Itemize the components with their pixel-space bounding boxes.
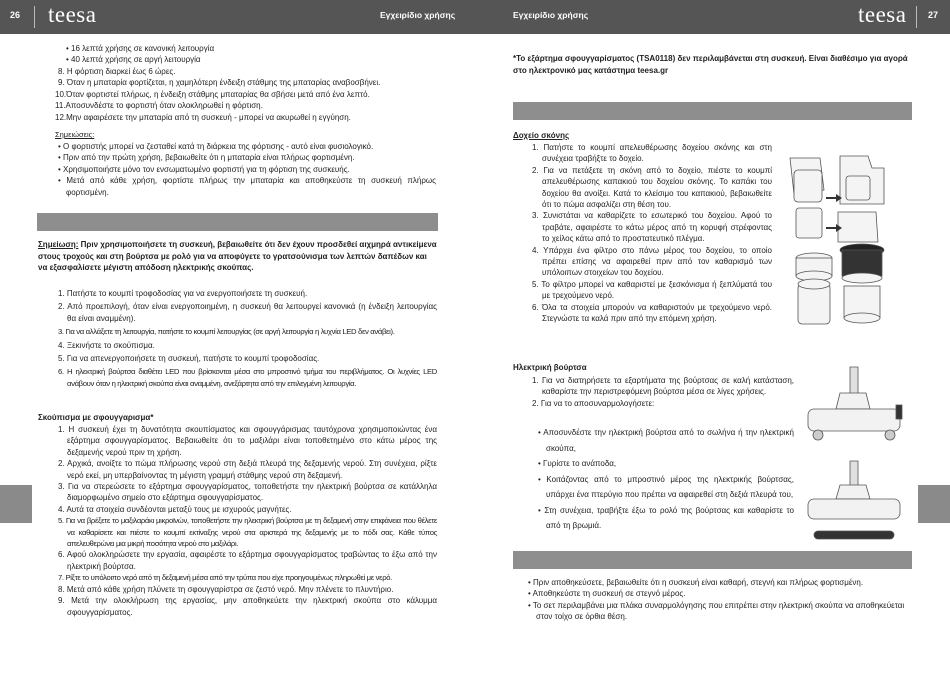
notes-list (58, 141, 436, 198)
list-item: • Το σετ περιλαμβάνει μια πλάκα συναρμολόγησης που επιτρέπει στην ηλεκτρική σκούπα να αποθηκεύεται στον τοίχο σε όρθια θέση. (528, 600, 905, 622)
teesa-logo: teesa (48, 2, 97, 27)
list-item: 5. Το φίλτρο μπορεί να καθαριστεί με ξεσκόνισμα ή ξεπλύματά του με τρεχούμενο νερό. (532, 279, 772, 301)
electric-brush-illustration (800, 365, 910, 545)
header-title-right: Εγχειρίδιο χρήσης (513, 10, 589, 20)
header-divider (916, 6, 917, 28)
list-item: • 40 λεπτά χρήσης σε αργή λειτουργία (66, 55, 201, 65)
list-item: 1. Για να διατηρήσετε τα εξαρτήματα της βούρτσας σε καλή κατάσταση, καθαρίστε την περιστρεφόμενη βούρτσα μέσα σε λίγες χρήσεις. (532, 376, 794, 397)
page-number-right: 27 (927, 10, 938, 20)
dust-title: Δοχείο σκόνης (513, 131, 570, 140)
runtime-list (66, 43, 446, 66)
section-bar (37, 213, 438, 231)
list-item: 9. Μετά την ολοκλήρωση της εργασίας, μην αποθηκεύετε την ηλεκτρική σκούπα στο κάλυμμα σφουγγαρίσματος. (58, 596, 437, 617)
list-item: • Πριν αποθηκεύσετε, βεβαιωθείτε ότι η συσκευή είναι καθαρή, στεγνή και πλήρως φορτισμένη. (528, 578, 864, 587)
list-item: 7. Ρίξτε το υπόλοιπο νερό από τη δεξαμενή μέσα από την τρύπα που είχε προηγουμένως πληρωθεί με νερό. (58, 573, 392, 583)
list-item: • Στη συνέχεια, τραβήξτε έξω το ρολό της βούρτσας και καθαρίστε το από τη βρωμιά. (538, 505, 794, 530)
list-item: 4. Υπάρχει ένα φίλτρο στο πάνω μέρος του δοχείου, το οποίο πρέπει επίσης να αφαιρεθεί πριν από τον καθαρισμό των υπόλοιπων στοιχείων του δοχείου. (532, 245, 772, 278)
list-item: 1. Η συσκευή έχει τη δυνατότητα σκουπίσματος και σφουγγάρισμας ταυτόχρονα χρησιμοποιώντας ένα εξάρτημα σφουγγαρίσματος. Βεβαιωθείτε ότι το μαξιλάρι είναι τοποθετημένο στο κάτω μέρος της δεξαμενής νερού πριν τη χρήση. (58, 425, 437, 457)
list-item: 5. Για να βρέξετε το μαξιλαράκι μικροϊνών, τοποθετήστε την ηλεκτρική βούρτσα με τη δεξαμενή στην επιφάνεια που θέλετε να καθαρίσετε και πιέστε το κουμπί εκτίναξης νερού στα αριστερά της δεξαμενής με το πόδι σας. Κάθε τύπος απελευθερώνει μια μικρή ποσότητα νερού στο μαξιλάρι. (58, 516, 437, 549)
list-item: 10.Όταν φορτιστεί πλήρως, η ένδειξη στάθμης μπαταρίας θα σβήσει μετά από ένα λεπτό. (55, 89, 370, 99)
list-item: 4. Ξεκινήστε το σκούπισμα. (58, 340, 155, 350)
notes-title: Σημειώσεις: (55, 130, 95, 139)
dust-container-illustration (780, 150, 900, 350)
list-item: 3. Για να στερεώσετε το εξάρτημα σφουγγαρίσματος, τοποθετήστε την ηλεκτρική βούρτσα σε κατάλληλα διαμορφωμένο σημείο στο εξάρτημα σφουγγαρίσματος. (58, 482, 437, 503)
list-item: 2. Από προεπιλογή, όταν είναι ενεργοποιημένη, η συσκευή θα λειτουργεί κανονικά (η ένδειξη λειτουργίας θα είναι αναμμένη). (58, 302, 437, 323)
list-item: • Αποθηκεύστε τη συσκευή σε στεγνό μέρος. (528, 589, 686, 599)
list-item: 9. Όταν η μπαταρία φορτίζεται, η χαμηλότερη ένδειξη στάθμης της μπαταρίας αναβοσβήνει. (58, 78, 381, 88)
list-item: 2. Αρχικά, ανοίξτε το πώμα πλήρωσης νερού στη δεξιά πλευρά της δεξαμενής νερού. Στη συνέχεια, ρίξτε νερό εκεί, μη υπερβαίνοντας τη μέγιστη γραμμή στάθμης νερού στη δεξαμενή. (58, 459, 437, 480)
list-item: 3. Για να αλλάξετε τη λειτουργία, πατήστε το κουμπί λειτουργίας (σε αργή λειτουργία η λυχνία LED δεν ανάβει). (58, 327, 395, 337)
list-item: 12.Μην αφαιρέσετε την μπαταρία από τη συσκευή - μπορεί να ακυρωθεί η εγγύηση. (55, 112, 351, 122)
list-item: 6. Η ηλεκτρική βούρτσα διαθέτει LED που βρίσκονται μέσα στο μπροστινό τμήμα του περιβλήματος. Οι λυχνίες LED ανάβουν όταν η ηλεκτρική σκούπα είναι αναμμένη, ανεξάρτητα από την επιλεγμένη λειτουργία. (58, 367, 437, 388)
list-item: 6. Αφού ολοκληρώσετε την εργασία, αφαιρέστε το εξάρτημα σφουγγαρίσματος τραβώντας το έξω από την ηλεκτρική βούρτσα. (58, 550, 437, 571)
list-item: • Ο φορτιστής μπορεί να ζεσταθεί κατά τη διάρκεια της φόρτισης - αυτό είναι φυσιολογικό. (58, 142, 374, 151)
storage-list (528, 577, 918, 623)
brush-bullets (538, 425, 794, 534)
list-item: 1. Πατήστε το κουμπί απελευθέρωσης δοχείου σκόνης και στη συνέχεια τραβήξτε το δοχείο. (532, 143, 772, 164)
list-item: 1. Πατήστε το κουμπί τροφοδοσίας για να ενεργοποιήσετε τη συσκευή. (58, 289, 308, 298)
list-item: 2. Για να πετάξετε τη σκόνη από το δοχείο, πιέστε το κουμπί απελευθέρωσης καπακιού του δοχείου σκόνης. Το καπάκι του δοχείου θα ανοίξει. Κατά το κλείσιμο του καπακιού, βεβαιωθείτε ότι το πώμα ασφαλίζει στη θέση του. (532, 165, 772, 210)
header-divider (34, 6, 35, 28)
list-item: 3. Συνιστάται να καθαρίζετε το εσωτερικό του δοχείου. Αφού το τραβάτε, αφαιρέστε το κάτω μέρος από τη κορυφή στρέφοντας το χείλος κάτω από το προστατευτικό πλέγμα. (532, 211, 772, 244)
section-bar (513, 551, 912, 569)
header-title-left: Εγχειρίδιο χρήσης (380, 10, 456, 20)
mop-title: Σκούπισμα με σφουγγαρισμα* (38, 413, 154, 422)
dust-steps (532, 142, 772, 325)
warning-label: Σημείωση: (38, 240, 79, 249)
brush-title: Ηλεκτρική βούρτσα (513, 363, 587, 372)
list-item: 6. Όλα τα στοιχεία μπορούν να καθαριστούν με τρεχούμενο νερό. Στεγνώστε τα καλά πριν από την επόμενη χρήση. (532, 302, 772, 324)
side-tab (0, 485, 32, 523)
list-item: • Κοιτάζοντας από το μπροστινό μέρος της ηλεκτρικής βούρτσας, υπάρχει ένα πτερύγιο που πρέπει να αφαιρεθεί στη δεξιά πλευρά του, (538, 474, 794, 499)
page-header (0, 0, 950, 34)
list-item: 5. Για να απενεργοποιήσετε τη συσκευή, πατήστε το κουμπί τροφοδοσίας. (58, 354, 320, 364)
list-item: 11.Αποσυνδέστε το φορτιστή όταν ολοκληρωθεί η φόρτιση. (55, 101, 263, 111)
list-item: • 16 λεπτά χρήσης σε κανονική λειτουργία (66, 44, 215, 53)
list-item: 2. Για να το αποσυναρμολογήσετε: (532, 398, 655, 408)
list-item: • Πριν από την πρώτη χρήση, βεβαιωθείτε ότι η μπαταρία είναι πλήρως φορτισμένη. (58, 153, 355, 163)
list-item: • Μετά από κάθε χρήση, φορτίστε πλήρως την μπαταρία και αποθηκεύστε τη συσκευή πλήρως φορτισμένη. (58, 176, 436, 197)
charging-steps (55, 66, 440, 123)
usage-steps (58, 288, 437, 389)
side-tab (918, 485, 950, 523)
list-item: 4. Αυτά τα στοιχεία συνδέονται μεταξύ τους με ισχυρούς μαγνήτες. (58, 504, 292, 514)
section-bar (513, 102, 912, 120)
list-item: • Αποσυνδέστε την ηλεκτρική βούρτσα από το σωλήνα ή την ηλεκτρική σκούπα, (538, 428, 794, 453)
accessory-note: *Το εξάρτημα σφουγγαρίσματος (TSA0118) δεν περιλαμβάνεται στη συσκευή. Είναι διαθέσιμο για αγορά στο ηλεκτρονικό μας κατάστημα teesa.gr (513, 54, 908, 75)
teesa-logo: teesa (858, 2, 907, 27)
warning-text: Πριν χρησιμοποιήσετε τη συσκευή, βεβαιωθείτε ότι δεν έχουν προσδεθεί αιχμηρά αντικείμενα στους τροχούς και στη βούρτσα με ρολό για να αποφύγετε το γρατσούνισμα των λεπτών δαπέδων και να εξασφαλίσετε μέγιστη απόδοση ηλεκτρικής σκούπας. (38, 240, 437, 272)
brush-steps (532, 375, 794, 409)
list-item: • Χρησιμοποιήστε μόνο τον ενσωματωμένο φορτιστή για τη φόρτιση της συσκευής. (58, 164, 350, 174)
warning-note (38, 239, 438, 274)
mop-steps (58, 424, 437, 618)
list-item: 8. Μετά από κάθε χρήση πλύνετε τη σφουγγαρίστρα σε ζεστό νερό. Μην πλένετε το πλυντήριο. (58, 584, 394, 594)
list-item: 8. Η φόρτιση διαρκεί έως 6 ώρες. (58, 67, 176, 76)
list-item: • Γυρίστε το ανάποδα, (538, 459, 617, 468)
page-number-left: 26 (10, 10, 21, 20)
